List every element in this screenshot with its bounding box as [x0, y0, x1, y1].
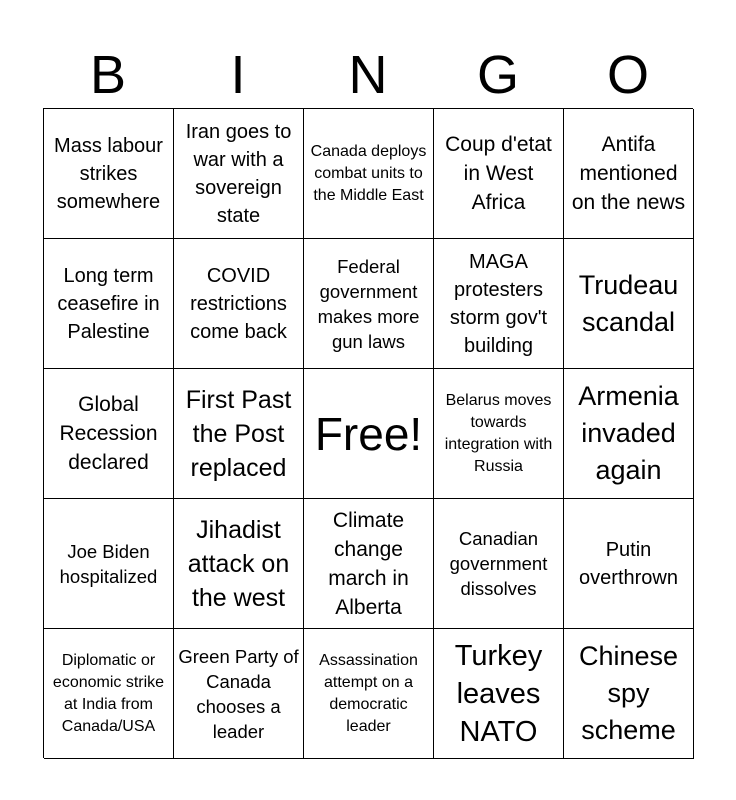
bingo-cell-r2c4[interactable]: MAGA protesters storm gov't building	[434, 239, 564, 369]
bingo-cell-r5c5[interactable]: Chinese spy scheme	[564, 629, 694, 759]
bingo-cell-r2c1[interactable]: Long term ceasefire in Palestine	[44, 239, 174, 369]
bingo-cell-free[interactable]: Free!	[304, 369, 434, 499]
header-letter-o: O	[606, 45, 649, 105]
bingo-cell-r1c2[interactable]: Iran goes to war with a sovereign state	[174, 109, 304, 239]
bingo-cell-r5c4[interactable]: Turkey leaves NATO	[434, 629, 564, 759]
bingo-cell-r1c1[interactable]: Mass labour strikes somewhere	[44, 109, 174, 239]
bingo-cell-r5c2[interactable]: Green Party of Canada chooses a leader	[174, 629, 304, 759]
header-letter-b: B	[89, 45, 127, 105]
bingo-cell-r2c2[interactable]: COVID restrictions come back	[174, 239, 304, 369]
bingo-cell-r3c1[interactable]: Global Recession declared	[44, 369, 174, 499]
header-letter-n: N	[348, 45, 388, 105]
bingo-cell-r4c3[interactable]: Climate change march in Alberta	[304, 499, 434, 629]
bingo-cell-r2c3[interactable]: Federal government makes more gun laws	[304, 239, 434, 369]
bingo-cell-r3c5[interactable]: Armenia invaded again	[564, 369, 694, 499]
header-letter-i: I	[230, 45, 246, 105]
bingo-cell-r1c5[interactable]: Antifa mentioned on the news	[564, 109, 694, 239]
bingo-cell-r4c1[interactable]: Joe Biden hospitalized	[44, 499, 174, 629]
bingo-cell-r4c2[interactable]: Jihadist attack on the west	[174, 499, 304, 629]
bingo-header	[43, 42, 693, 108]
bingo-cell-r3c2[interactable]: First Past the Post replaced	[174, 369, 304, 499]
bingo-card-grid	[43, 108, 693, 758]
bingo-cell-r4c5[interactable]: Putin overthrown	[564, 499, 694, 629]
bingo-cell-r5c1[interactable]: Diplomatic or economic strike at India from Canada/USA	[44, 629, 174, 759]
bingo-cell-r5c3[interactable]: Assassination attempt on a democratic leader	[304, 629, 434, 759]
bingo-cell-r2c5[interactable]: Trudeau scandal	[564, 239, 694, 369]
header-letter-g: G	[476, 45, 519, 105]
bingo-cell-r1c4[interactable]: Coup d'etat in West Africa	[434, 109, 564, 239]
bingo-cell-r4c4[interactable]: Canadian government dissolves	[434, 499, 564, 629]
bingo-cell-r3c4[interactable]: Belarus moves towards integration with Russia	[434, 369, 564, 499]
bingo-cell-r1c3[interactable]: Canada deploys combat units to the Middle East	[304, 109, 434, 239]
